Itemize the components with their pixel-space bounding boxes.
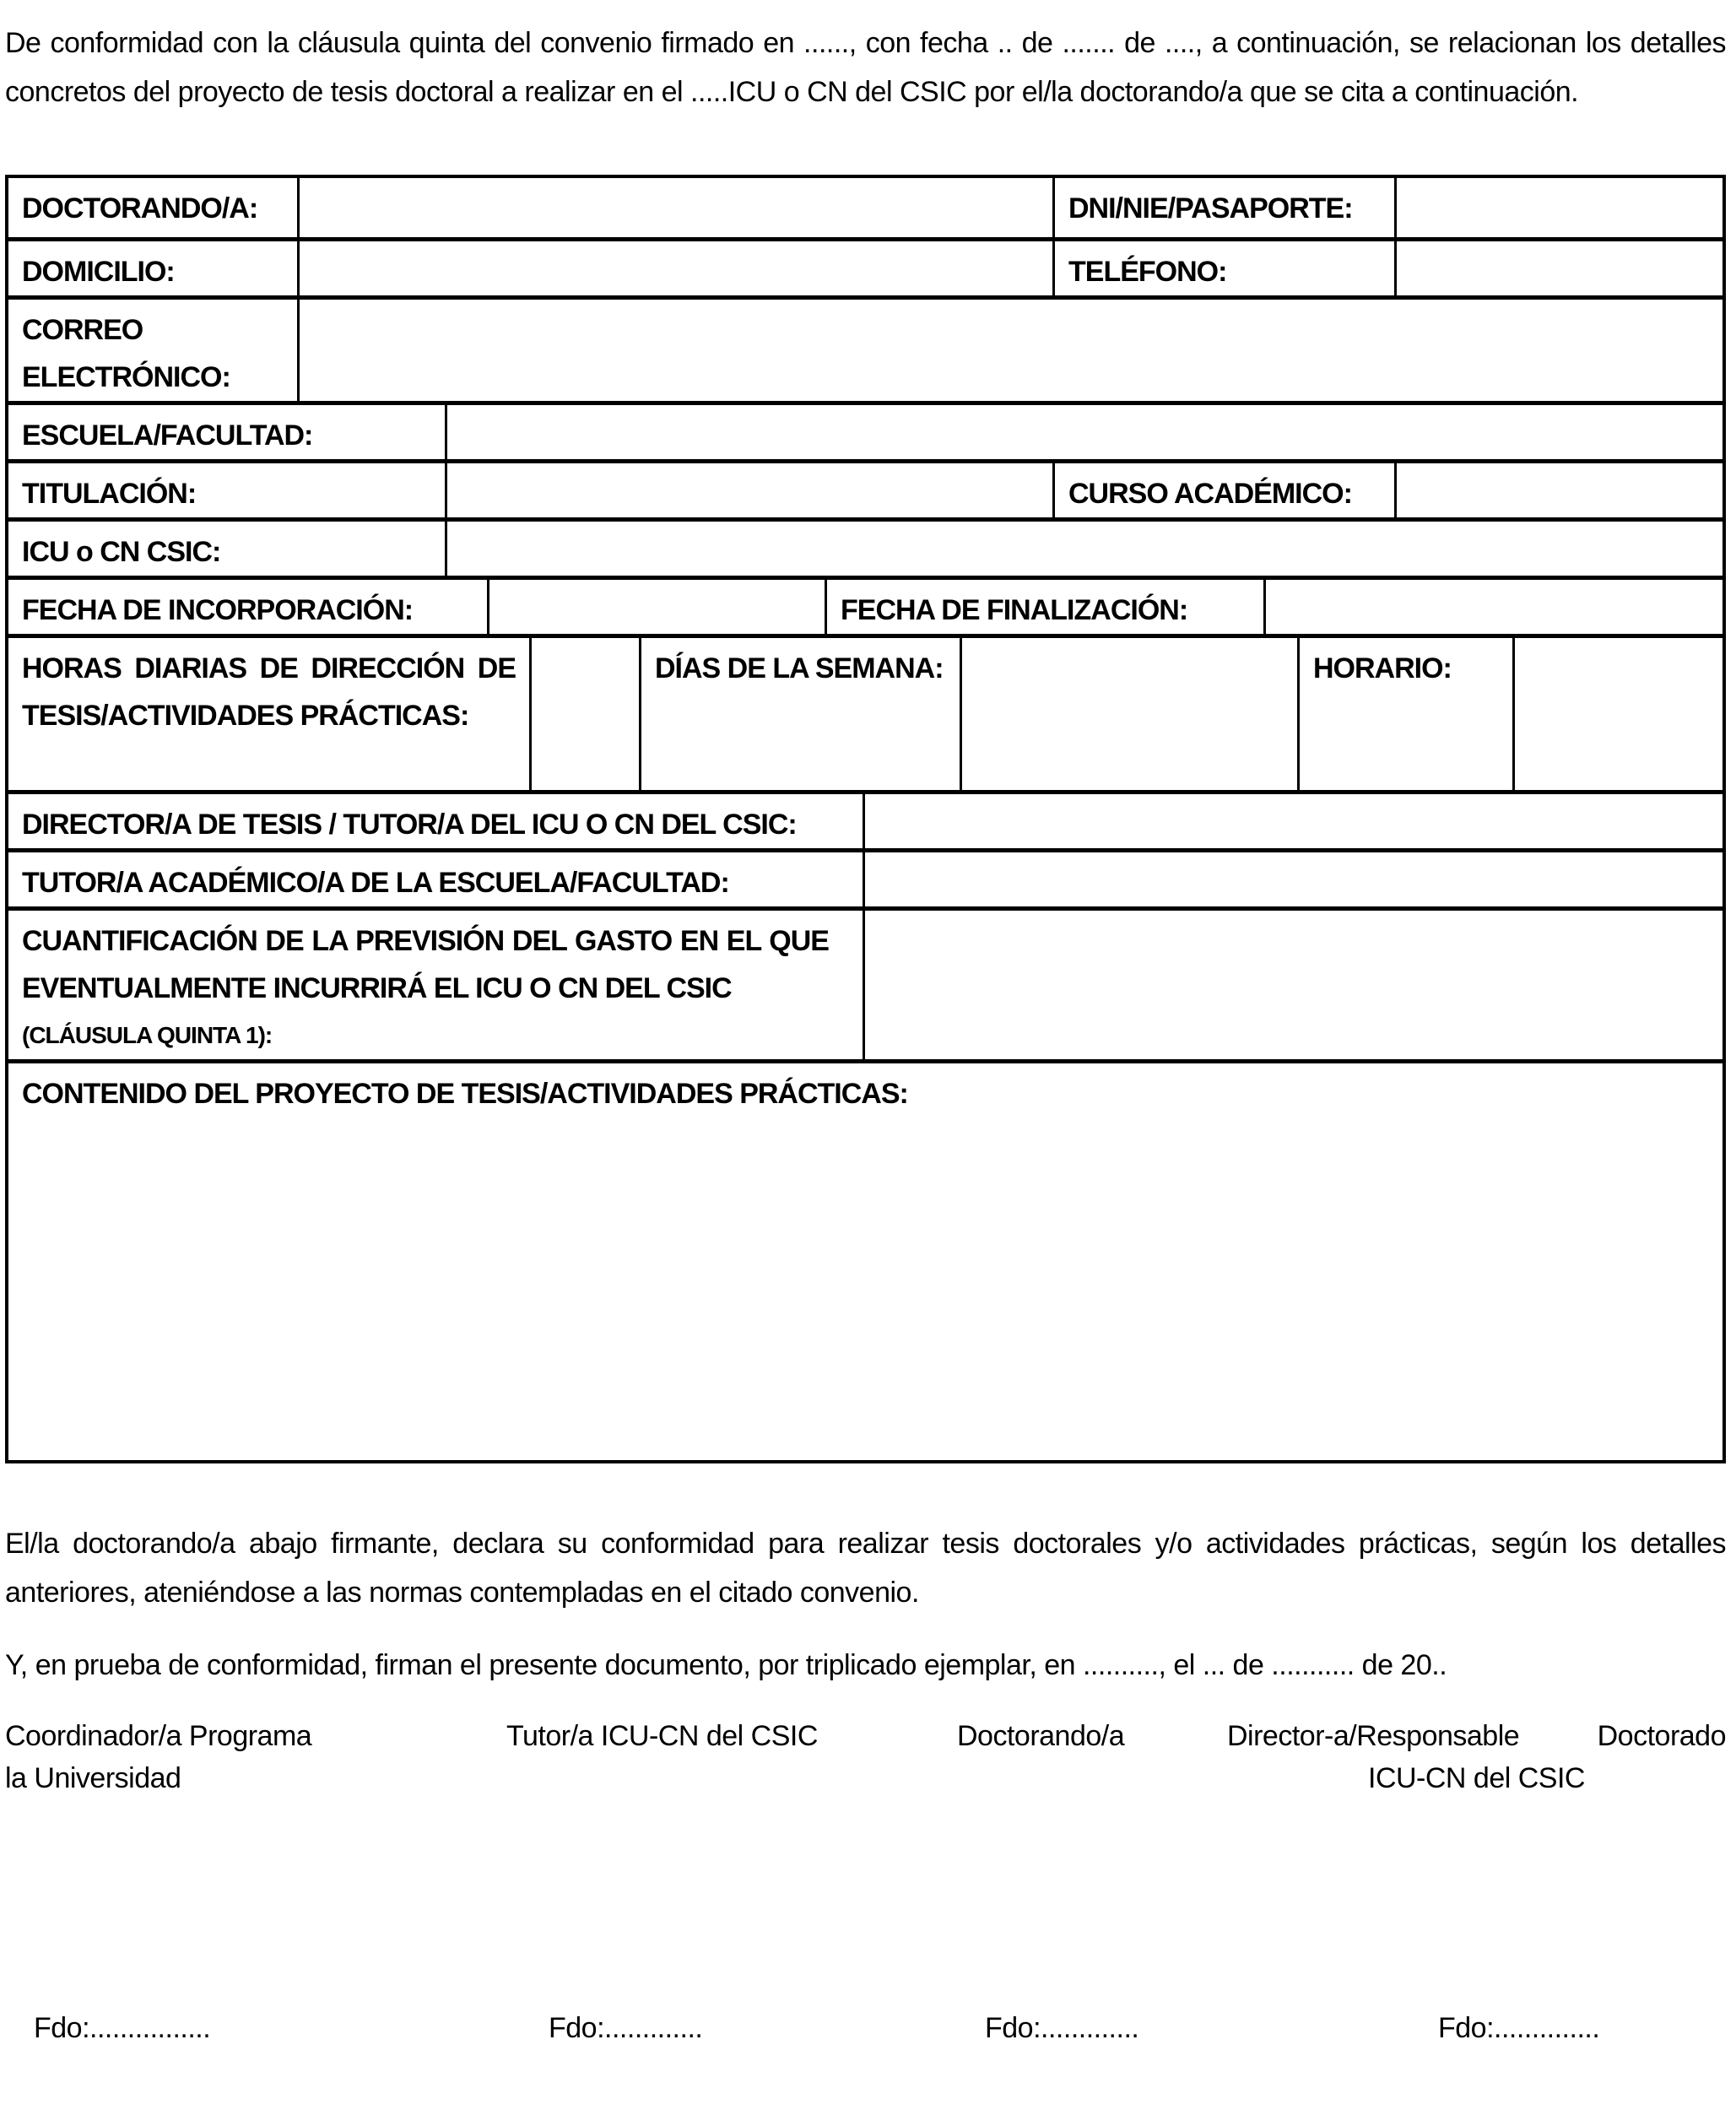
signatory-director	[1227, 1715, 1726, 1799]
tutor-academico-value-cell[interactable]	[865, 852, 1722, 906]
table-row	[8, 638, 1722, 794]
dias-semana-value-cell[interactable]	[962, 638, 1300, 790]
curso-academico-label: CURSO ACADÉMICO:	[1055, 463, 1397, 517]
fdo-row	[5, 2012, 1726, 2045]
titulacion-label: TITULACIÓN:	[8, 463, 447, 517]
table-row	[8, 405, 1722, 463]
domicilio-value-cell[interactable]	[300, 241, 1055, 295]
signatories-row	[5, 1715, 1726, 1799]
dni-value-cell[interactable]	[1397, 178, 1722, 237]
fdo-line-doctorando: Fdo:.............	[985, 2012, 1139, 2044]
doctorando-label: DOCTORANDO/A:	[8, 178, 300, 237]
escuela-value-cell[interactable]	[447, 405, 1722, 459]
signatory-coordinador-line1: Coordinador/a Programa	[5, 1720, 312, 1752]
clausula-quinta-note: (CLÁUSULA QUINTA 1):	[22, 1022, 273, 1048]
table-row	[8, 794, 1722, 852]
table-row	[8, 178, 1722, 241]
curso-academico-value-cell[interactable]	[1397, 463, 1722, 517]
signatory-tutor-line1: Tutor/a ICU-CN del CSIC	[506, 1720, 818, 1752]
table-row	[8, 241, 1722, 300]
signatory-director-line2: ICU-CN del CSIC	[1368, 1762, 1585, 1794]
table-row	[8, 1063, 1722, 1460]
domicilio-label: DOMICILIO:	[8, 241, 300, 295]
doctorando-value-cell[interactable]	[300, 178, 1055, 237]
contenido-proyecto-label: CONTENIDO DEL PROYECTO DE TESIS/ACTIVIDADES PRÁCTICAS:	[22, 1078, 908, 1110]
fecha-finalizacion-label: FECHA DE FINALIZACIÓN:	[827, 580, 1266, 634]
cuantificacion-gasto-label	[8, 911, 865, 1059]
telefono-label: TELÉFONO:	[1055, 241, 1397, 295]
cuantificacion-gasto-text: CUANTIFICACIÓN DE LA PREVISIÓN DEL GASTO EN EL QUE EVENTUALMENTE INCURRIRÁ EL ICU O CN DEL CSIC	[22, 925, 829, 1004]
table-row	[8, 911, 1722, 1063]
correo-label: CORREO ELECTRÓNICO:	[8, 300, 300, 401]
table-row	[8, 463, 1722, 522]
table-row	[8, 300, 1722, 405]
titulacion-value-cell[interactable]	[447, 463, 1055, 517]
horario-value-cell[interactable]	[1515, 638, 1722, 790]
horas-diarias-value-cell[interactable]	[532, 638, 641, 790]
director-tesis-value-cell[interactable]	[865, 794, 1722, 848]
signatory-director-line1: Director-a/Responsable Doctorado	[1227, 1720, 1726, 1752]
tutor-academico-label: TUTOR/A ACADÉMICO/A DE LA ESCUELA/FACULTAD:	[8, 852, 865, 906]
signatory-doctorando	[957, 1715, 1227, 1799]
horas-diarias-label: HORAS DIARIAS DE DIRECCIÓN DE TESIS/ACTIVIDADES PRÁCTICAS:	[8, 638, 532, 790]
fdo-line-director: Fdo:..............	[1438, 2012, 1600, 2044]
icu-cn-csic-value-cell[interactable]	[447, 522, 1722, 576]
signatory-doctorando-line1: Doctorando/a	[957, 1720, 1125, 1752]
declaration-paragraph: El/la doctorando/a abajo firmante, declara su conformidad para realizar tesis doctorales y/o actividades prácticas, según los detalles anteriores, ateniéndose a las normas contempladas en el citado convenio.	[5, 1528, 1726, 1609]
fecha-incorporacion-label: FECHA DE INCORPORACIÓN:	[8, 580, 489, 634]
table-row	[8, 852, 1722, 911]
director-tesis-label: DIRECTOR/A DE TESIS / TUTOR/A DEL ICU O CN DEL CSIC:	[8, 794, 865, 848]
dni-label: DNI/NIE/PASAPORTE:	[1055, 178, 1397, 237]
signing-paragraph: Y, en prueba de conformidad, firman el presente documento, por triplicado ejemplar, en .........., el ... de ........... de 20..	[5, 1649, 1447, 1681]
intro-paragraph: De conformidad con la cláusula quinta del convenio firmado en ......, con fecha .. de ....... de ...., a continuación, se relacionan los detalles concretos del proyecto de tesis doctoral a realizar en el .....ICU o CN del CSIC por el/la doctorando/a que se cita a continuación.	[5, 27, 1726, 108]
contenido-proyecto-cell[interactable]	[8, 1063, 1722, 1460]
fecha-finalizacion-value-cell[interactable]	[1266, 580, 1722, 634]
telefono-value-cell[interactable]	[1397, 241, 1722, 295]
escuela-label: ESCUELA/FACULTAD:	[8, 405, 447, 459]
table-row	[8, 522, 1722, 580]
signatory-coordinador	[5, 1715, 506, 1799]
fdo-line-coordinador: Fdo:................	[34, 2012, 211, 2044]
horario-label: HORARIO:	[1300, 638, 1515, 790]
signatory-tutor	[506, 1715, 957, 1799]
icu-cn-csic-label: ICU o CN CSIC:	[8, 522, 447, 576]
table-row	[8, 580, 1722, 638]
signatory-coordinador-line2: la Universidad	[5, 1762, 181, 1794]
fecha-incorporacion-value-cell[interactable]	[489, 580, 827, 634]
form-table	[5, 175, 1726, 1463]
fdo-line-tutor: Fdo:.............	[549, 2012, 703, 2044]
cuantificacion-gasto-value-cell[interactable]	[865, 911, 1722, 1059]
dias-semana-label: DÍAS DE LA SEMANA:	[641, 638, 962, 790]
correo-value-cell[interactable]	[300, 300, 1722, 401]
